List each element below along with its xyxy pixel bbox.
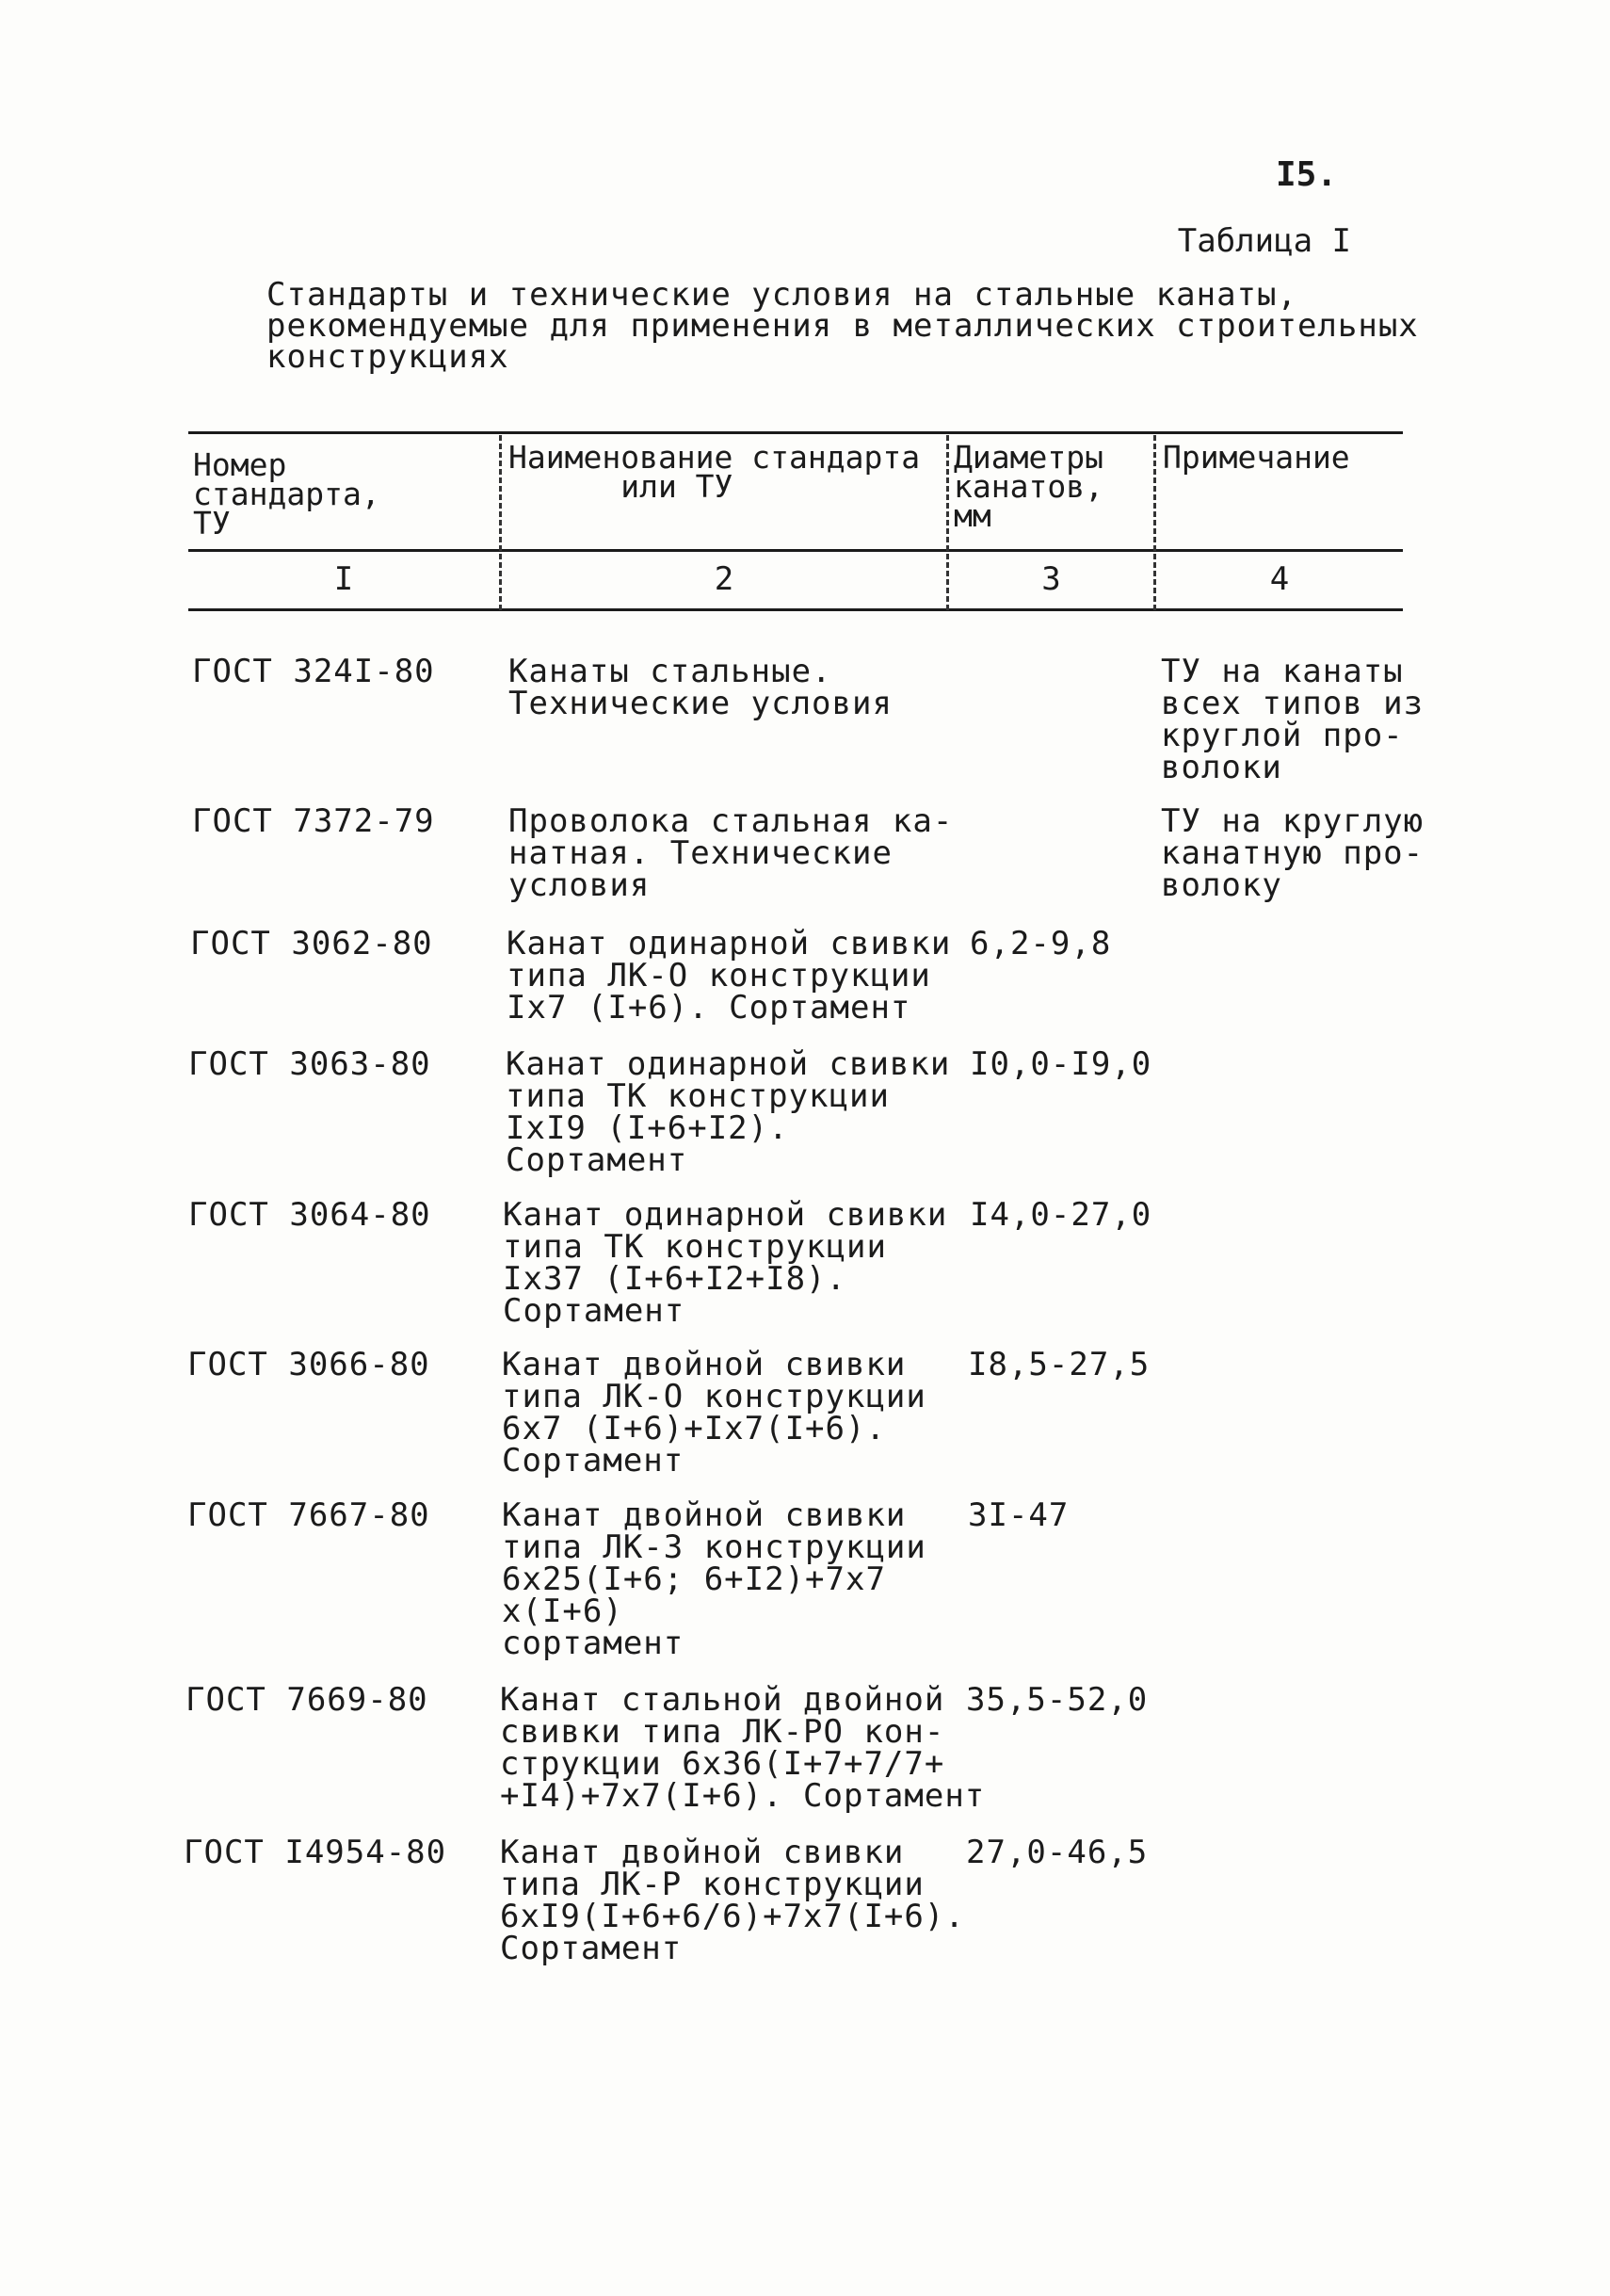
column-number: I xyxy=(333,560,354,598)
table-caption: Стандарты и технические условия на стальные канаты, рекомендуемые для применения в металлических строительных конструкциях xyxy=(266,276,1419,376)
row-standard-name: Канат стальной двойной свивки типа ЛК-РО кон- струкции 6х36(I+7+7/7+ +I4)+7х7(I+6). Сортамент xyxy=(500,1681,986,1815)
row-standard-name: Проволока стальная ка- натная. Технические условия xyxy=(508,802,954,904)
row-standard-number: ГОСТ 3064-80 xyxy=(188,1196,431,1234)
row-standard-name: Канаты стальные. Технические условия xyxy=(508,653,893,722)
row-diameters: I4,0-27,0 xyxy=(970,1196,1152,1234)
row-standard-name: Канат одинарной свивки типа ТК конструкции Iх37 (I+6+I2+I8). Сортамент xyxy=(503,1196,948,1330)
row-standard-number: ГОСТ 7372-79 xyxy=(192,802,435,840)
row-diameters: 27,0-46,5 xyxy=(966,1834,1149,1871)
column-numbers-rule xyxy=(188,608,1403,611)
header-note: Примечание xyxy=(1163,439,1350,476)
row-standard-number: ГОСТ 324I-80 xyxy=(192,653,435,690)
row-standard-number: ГОСТ 7667-80 xyxy=(187,1496,430,1534)
column-number: 2 xyxy=(714,560,734,598)
header-standard-name: Наименование стандарта или ТУ xyxy=(508,439,921,505)
row-standard-name: Канат двойной свивки типа ЛК-3 конструкции 6х25(I+6; 6+I2)+7х7 х(I+6) сортамент xyxy=(502,1496,926,1662)
table-label: Таблица I xyxy=(1177,222,1351,260)
row-standard-number: ГОСТ 3062-80 xyxy=(190,925,433,962)
row-note: ТУ на круглую канатную про- волоку xyxy=(1161,802,1425,904)
column-number: 3 xyxy=(1041,560,1061,598)
row-standard-number: ГОСТ 3063-80 xyxy=(188,1045,431,1083)
row-standard-number: ГОСТ 7669-80 xyxy=(185,1681,428,1719)
row-diameters: 3I-47 xyxy=(968,1496,1070,1534)
row-diameters: 35,5-52,0 xyxy=(966,1681,1149,1719)
page-number: I5. xyxy=(1275,155,1337,194)
row-standard-name: Канат двойной свивки типа ЛК-Р конструкции 6хI9(I+6+6/6)+7х7(I+6). Сортамент xyxy=(500,1834,965,1967)
row-diameters: 6,2-9,8 xyxy=(970,925,1112,962)
table-top-rule xyxy=(188,431,1403,434)
row-standard-number: ГОСТ I4954-80 xyxy=(184,1834,447,1871)
row-note: ТУ на канаты всех типов из круглой про- волоки xyxy=(1161,653,1425,786)
row-standard-name: Канат двойной свивки типа ЛК-О конструкции 6х7 (I+6)+Iх7(I+6). Сортамент xyxy=(502,1346,926,1479)
row-diameters: I8,5-27,5 xyxy=(968,1346,1151,1383)
header-bottom-rule xyxy=(188,549,1403,552)
row-standard-number: ГОСТ 3066-80 xyxy=(187,1346,430,1383)
column-number: 4 xyxy=(1269,560,1290,598)
header-standard-number: Номер стандарта, ТУ xyxy=(193,446,380,542)
row-diameters: I0,0-I9,0 xyxy=(970,1045,1152,1083)
row-standard-name: Канат одинарной свивки типа ЛК-О конструкции Iх7 (I+6). Сортамент xyxy=(507,925,952,1027)
header-diameters: Диаметры канатов, мм xyxy=(954,439,1103,534)
row-standard-name: Канат одинарной свивки типа ТК конструкции IхI9 (I+6+I2). Сортамент xyxy=(506,1045,951,1179)
